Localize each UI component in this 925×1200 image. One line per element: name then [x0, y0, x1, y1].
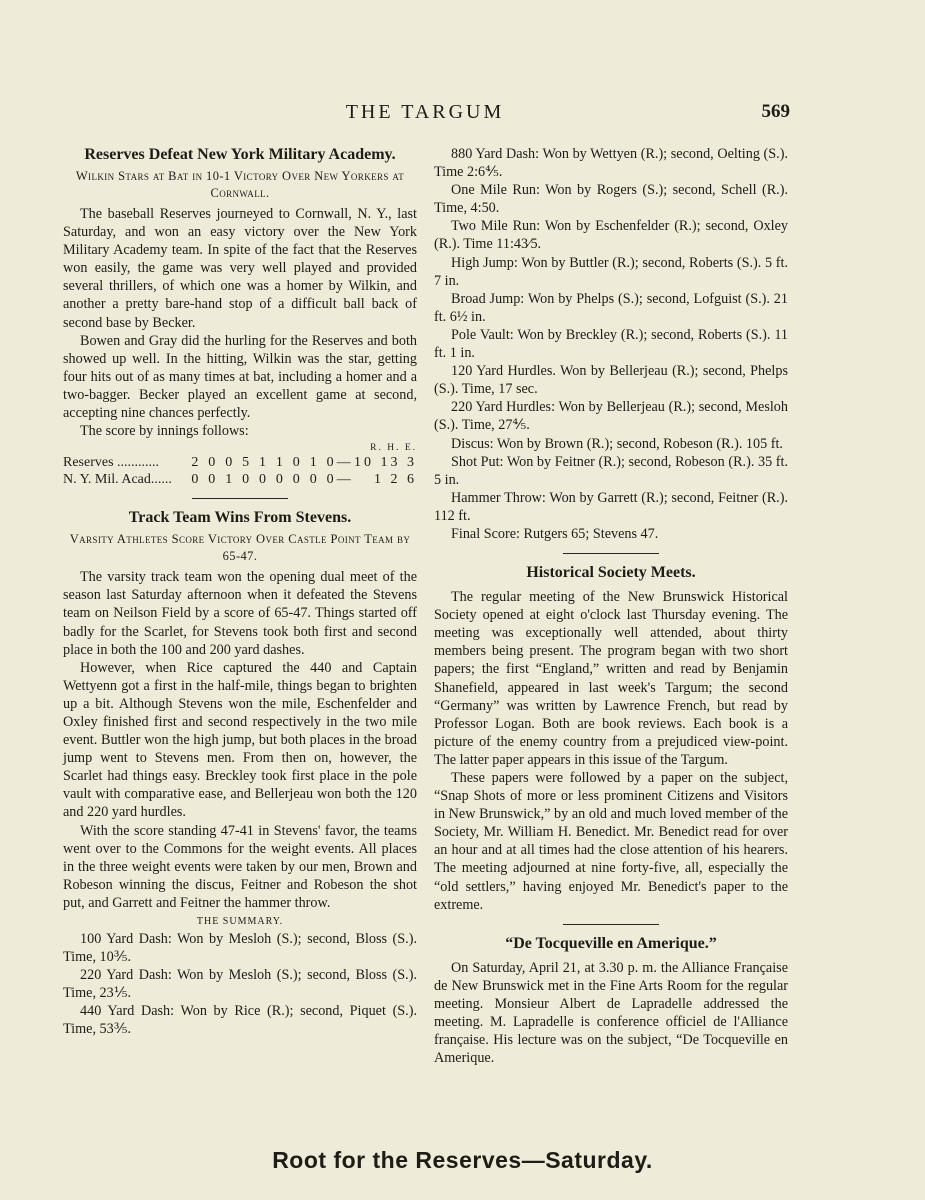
result-line: Pole Vault: Won by Breckley (R.); second, Roberts (S.). 11 ft. 1 in. [434, 326, 788, 362]
page-header [60, 101, 790, 129]
result-line: 440 Yard Dash: Won by Rice (R.); second, Piquet (S.). Time, 53⅗. [63, 1003, 417, 1038]
page-number: 569 [761, 101, 790, 122]
result-line: 100 Yard Dash: Won by Mesloh (S.); second, Bloss (S.). Time, 10⅗. [63, 931, 417, 966]
footer-slogan: Root for the Reserves—Saturday. [272, 1147, 653, 1173]
article-paragraph: The baseball Reserves journeyed to Cornwall, N. Y., last Saturday, and won an easy victory over the New York Military Academy team. In spite of the fact that the Reserves won easily, the game was very well played and provided several thrillers, of which one was a homer by Wilkin, and another a pretty bare-hand stop of a difficult ball back of second base by Becker. [63, 206, 417, 331]
article-headline: Reserves Defeat New York Military Academy. [84, 146, 396, 163]
article-subheadline: Varsity Athletes Score Victory Over Castle Point Team by 65-47. [69, 532, 411, 564]
result-line: 220 Yard Hurdles: Won by Bellerjeau (R.); second, Mesloh (S.). Time, 27⅘. [434, 399, 788, 434]
article-paragraph: With the score standing 47-41 in Stevens' favor, the teams went over to the Commons for the weight events. All places in the three weight events were taken by our men, Brown and Robeson winning the discus, Feitner and Robeson the shot put, and Garrett and Feitner the hammer throw. [63, 822, 417, 911]
box-score-rhe: 1 2 6 [374, 472, 417, 488]
article-headline: Track Team Wins From Stevens. [128, 509, 352, 527]
article-paragraph: These papers were followed by a paper on the subject, “Snap Shots of more or less prominent Citizens and Visitors in New Brunswick,” by an old and much loved member of the Society, Mr. William H. Benedict. Mr. Benedict read for over an hour and at all times had the close attention of his hearers. The meeting adjourned at nine forty-five, all, especially the “old settlers,” having enjoyed Mr. Benedict's paper to the extreme. [434, 770, 788, 913]
left-column [63, 145, 417, 1039]
box-score-header: R. H. E. [370, 443, 417, 454]
result-line: Two Mile Run: Won by Eschenfelder (R.); second, Oxley (R.). Time 11:43⁄5. [434, 218, 788, 253]
article-track [63, 508, 417, 1038]
final-score-line: Final Score: Rutgers 65; Stevens 47. [451, 525, 659, 542]
article-paragraph: On Saturday, April 21, at 3.30 p. m. the Alliance Française de New Brunswick met in the Fine Arts Room for the regular meeting. Monsieur Albert de Lapradelle addressed the meeting. M. Lapradelle is conference officiel de l'Alliance française. His lecture was on the subject, “De Tocqueville en Amerique. [434, 959, 788, 1067]
section-divider [63, 498, 417, 499]
result-line: 220 Yard Dash: Won by Mesloh (S.); second, Bloss (S.). Time, 23⅕. [63, 967, 417, 1002]
summary-heading: THE SUMMARY. [196, 916, 284, 927]
box-score-row [63, 454, 417, 471]
result-line: Hammer Throw: Won by Garrett (R.); second, Feitner (R.). 112 ft. [434, 489, 788, 524]
result-line: 880 Yard Dash: Won by Wettyen (R.); second, Oelting (S.). Time 2:6⅘. [434, 146, 788, 181]
result-line: Broad Jump: Won by Phelps (S.); second, Lofguist (S.). 21 ft. 6½ in. [434, 290, 788, 325]
masthead: THE TARGUM [345, 101, 505, 123]
article-reserves [63, 145, 417, 488]
article-paragraph: The regular meeting of the New Brunswick Historical Society opened at eight o'clock last Thursday evening. The meeting was exceptionally well attended, about thirty members being present. The program began with two short papers; the first “England,” written and read by Benjamin Shanefield, appeared in last week's Targum; the second “Germany” was written by Lawrence French, but read by Professor Logan. Both are book reviews. Each book is a picture of the enemy country from a prejudiced view-point. The latter paper appears in this issue of the Targum. [434, 589, 788, 768]
article-paragraph: Bowen and Gray did the hurling for the Reserves and both showed up well. In the hitting, Wilkin was the star, getting four hits out of as many times at bat, including a homer and a two-bagger. Becker played an excellent game at second, accepting nine chances perfectly. [63, 332, 417, 422]
box-score-team: N. Y. Mil. Acad...... [63, 472, 172, 488]
right-column [434, 145, 788, 1067]
box-score-innings: 2 0 0 5 1 1 0 1 0— [191, 455, 354, 471]
box-score-row [63, 471, 417, 488]
box-score-rhe: 10 13 3 [354, 455, 417, 471]
box-score-innings: 0 0 1 0 0 0 0 0 0— [191, 472, 354, 488]
article-headline: “De Tocqueville en Amerique.” [505, 934, 717, 952]
article-track-continued [434, 145, 788, 543]
article-historical [434, 563, 788, 914]
article-subheadline: Wilkin Stars at Bat in 10-1 Victory Over New Yorkers at Cornwall. [75, 169, 405, 200]
box-score-team: Reserves ............ [63, 455, 160, 471]
result-line: One Mile Run: Won by Rogers (S.); second, Schell (R.). Time, 4:50. [434, 182, 788, 217]
result-line: High Jump: Won by Buttler (R.); second, Roberts (S.). 5 ft. 7 in. [434, 254, 788, 289]
article-paragraph: The score by innings follows: [80, 423, 249, 440]
article-tocqueville [434, 934, 788, 1068]
result-line: Discus: Won by Brown (R.); second, Robeson (R.). 105 ft. [451, 435, 783, 452]
article-paragraph: The varsity track team won the opening dual meet of the season last Saturday afternoon when it defeated the Stevens team on Neilson Field by a score of 65-47. Things started off badly for the Scarlet, for Stevens took both first and second place in both the 100 and 200 yard dashes. [63, 569, 417, 658]
result-line: 120 Yard Hurdles. Won by Bellerjeau (R.); second, Phelps (S.). Time, 17 sec. [434, 363, 788, 398]
section-divider [434, 553, 788, 554]
result-line: Shot Put: Won by Feitner (R.); second, Robeson (R.). 35 ft. 5 in. [434, 453, 788, 488]
section-divider [434, 924, 788, 925]
box-score-table [63, 442, 417, 488]
article-paragraph: However, when Rice captured the 440 and Captain Wettyenn got a first in the half-mile, things began to brighten up a bit. Although Stevens won the mile, Eschenfelder and Oxley finished first and second respectively in the two mile event. Buttler won the high jump, but both places in the broad jump went to Stevens men. From then on, however, the Scarlet had things easy. Breckley took first place in the pole vault with comparative ease, and Bellerjeau won both the 120 and 220 yard hurdles. [63, 659, 417, 821]
box-score-header-row [63, 442, 417, 454]
article-headline: Historical Society Meets. [526, 564, 696, 582]
